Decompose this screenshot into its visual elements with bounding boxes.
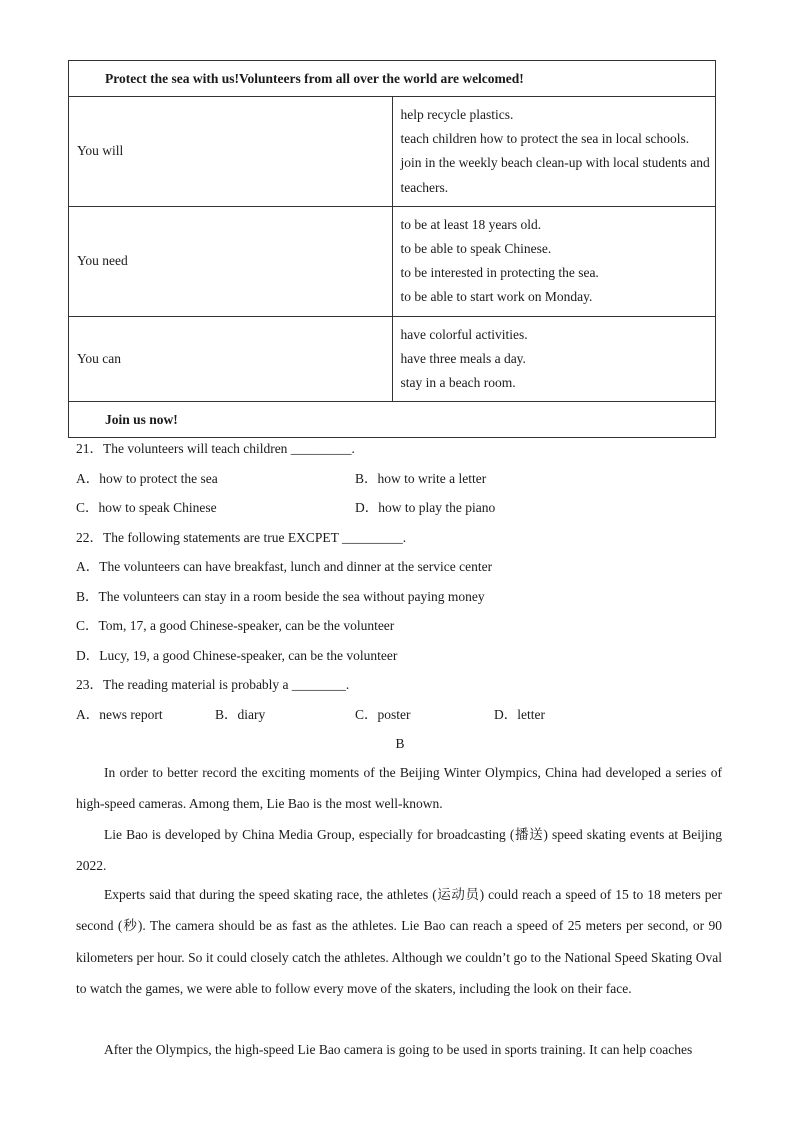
passage-paragraph: In order to better record the exciting moments of the Beijing Winter Olympics, China had developed a series of high-speed cameras. Among them, Lie Bao is the most well-known. [76, 765, 722, 812]
row-item: have colorful activities. [400, 326, 528, 342]
notice-row-you-will [69, 97, 716, 207]
notice-row-you-can [69, 316, 716, 402]
volunteer-notice-table [68, 60, 716, 438]
question-22-option-a: A．The volunteers can have breakfast, lunch and dinner at the service center [76, 559, 493, 574]
passage-paragraph: Lie Bao is developed by China Media Group, especially for broadcasting (播送) speed skating events at Beijing 2022. [76, 827, 722, 874]
question-21-option-c: C．how to speak Chinese [76, 500, 217, 515]
row-item: to be able to start work on Monday. [400, 289, 593, 305]
row-item: stay in a beach room. [400, 375, 516, 391]
question-21-option-b: B．how to write a letter [355, 471, 487, 486]
notice-row-you-need [69, 206, 716, 316]
question-22-stem: 22．The following statements are true EXCPET _________. [76, 530, 407, 545]
question-22-option-d: D．Lucy, 19, a good Chinese-speaker, can be the volunteer [76, 648, 398, 663]
question-21-option-a: A．how to protect the sea [76, 471, 218, 486]
row-content [392, 206, 716, 316]
question-23-option-c: C．poster [355, 707, 411, 722]
question-21-stem: 21．The volunteers will teach children _________. [76, 441, 355, 456]
row-content [392, 97, 716, 207]
question-21-option-d: D．how to play the piano [355, 500, 496, 515]
row-label: You will [69, 97, 393, 207]
question-23-option-d: D．letter [494, 707, 545, 722]
row-item: to be interested in protecting the sea. [400, 265, 599, 281]
passage-heading: B [395, 736, 405, 751]
notice-footer: Join us now! [69, 402, 716, 438]
notice-header: Protect the sea with us!Volunteers from all over the world are welcomed! [69, 61, 716, 97]
row-item: help recycle plastics. [400, 107, 514, 122]
question-23-option-b: B．diary [215, 707, 266, 722]
row-item: have three meals a day. [400, 350, 526, 366]
passage-paragraph: Experts said that during the speed skating race, the athletes (运动员) could reach a speed of 15 to 18 meters per second (秒). The camera should be as fast as the athletes. Lie Bao can reach a speed of 25 meters per second, or 90 kilometers per hour. So it could closely catch the athletes. Although we couldn’t go to the National Speed Skating Oval to watch the games, we were able to follow every move of the skaters, including the look on their face. [76, 887, 722, 996]
passage-paragraph: After the Olympics, the high-speed Lie Bao camera is going to be used in sports training. It can help coaches [104, 1042, 693, 1057]
question-22-option-c: C．Tom, 17, a good Chinese-speaker, can be the volunteer [76, 618, 395, 633]
row-item: to be able to speak Chinese. [400, 241, 552, 257]
row-label: You can [69, 316, 393, 402]
question-23-option-a: A．news report [76, 707, 163, 722]
row-content [392, 316, 716, 402]
notice-footer-row [69, 402, 716, 438]
row-item: to be at least 18 years old. [400, 216, 542, 232]
row-item: teach children how to protect the sea in local schools. [400, 131, 690, 147]
row-item: join in the weekly beach clean-up with local students and teachers. [400, 155, 710, 195]
row-label: You need [69, 206, 393, 316]
question-22-option-b: B．The volunteers can stay in a room beside the sea without paying money [76, 589, 485, 604]
question-23-stem: 23．The reading material is probably a ________. [76, 677, 350, 692]
notice-header-row [69, 61, 716, 97]
